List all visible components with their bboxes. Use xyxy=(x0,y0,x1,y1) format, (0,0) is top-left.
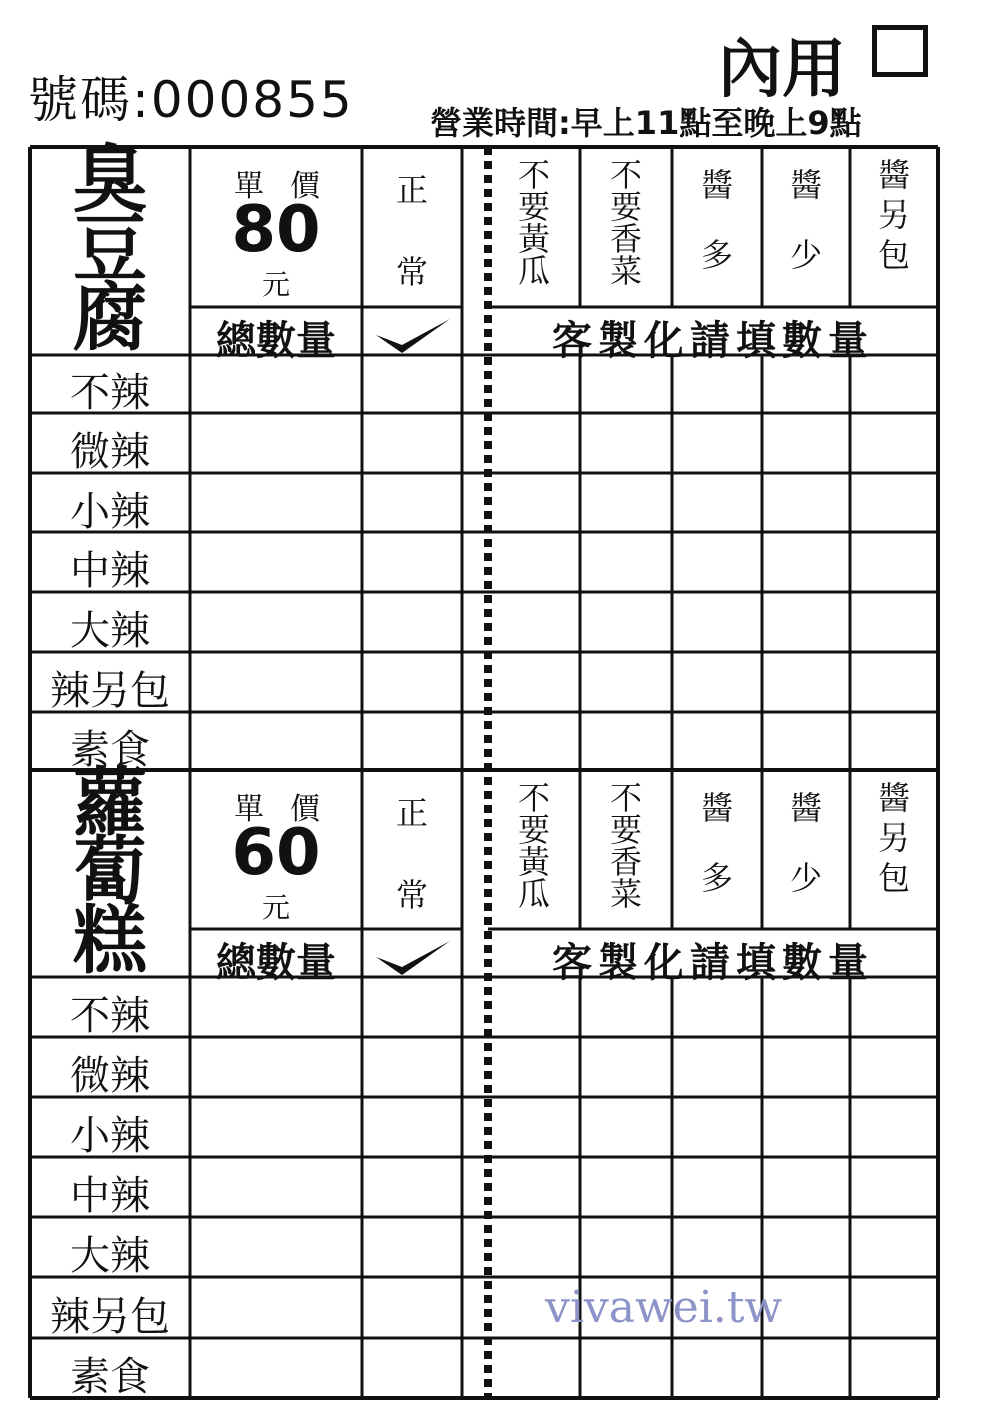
unit-price-currency: 元 xyxy=(261,268,290,301)
unit-price-value: 80 xyxy=(231,193,321,267)
option-header-char: 另 xyxy=(877,819,910,857)
item-name-char: 蔔 xyxy=(73,828,147,915)
dine-in-label: 內用 xyxy=(718,33,846,107)
order-number: 號碼:000855 xyxy=(28,71,354,129)
unit-price-label: 單價 xyxy=(234,169,346,204)
unit-price-value: 60 xyxy=(231,816,321,890)
option-header-char: 多 xyxy=(700,859,733,897)
checkmark-icon xyxy=(376,319,450,353)
option-header-char: 瓜 xyxy=(517,252,550,290)
option-header-char: 醬 xyxy=(877,156,910,194)
item-name-char: 臭 xyxy=(73,136,147,223)
option-header-char: 另 xyxy=(877,196,910,234)
option-header-char: 醬 xyxy=(877,779,910,817)
option-header-char: 醬 xyxy=(789,166,822,204)
option-header-char: 醬 xyxy=(700,789,733,827)
watermark: vivawei.tw xyxy=(545,1282,783,1333)
spice-level-label: 不辣 xyxy=(70,370,150,416)
checkmark-icon xyxy=(376,941,450,975)
spice-level-label: 不辣 xyxy=(70,993,150,1039)
option-header-char: 菜 xyxy=(609,252,642,290)
item-name-char: 蘿 xyxy=(73,759,147,846)
option-header-char: 包 xyxy=(877,236,910,274)
option-header-char: 包 xyxy=(877,859,910,897)
option-header-char: 不 xyxy=(517,156,550,194)
normal-label: 正 xyxy=(395,794,428,832)
spice-level-label: 辣另包 xyxy=(50,668,170,714)
option-header-char: 黃 xyxy=(517,843,550,881)
option-header-char: 要 xyxy=(517,811,550,849)
option-header-char: 香 xyxy=(609,220,642,258)
option-header-char: 香 xyxy=(609,843,642,881)
business-hours: 營業時間:早上11點至晚上9點 xyxy=(430,104,862,142)
spice-level-label: 大辣 xyxy=(70,1233,150,1279)
option-header-char: 要 xyxy=(609,188,642,226)
unit-price-currency: 元 xyxy=(261,891,290,924)
spice-level-label: 小辣 xyxy=(70,488,150,535)
option-header-char: 醬 xyxy=(700,166,733,204)
option-header-char: 少 xyxy=(789,859,822,897)
custom-quantity-banner: 客製化請填數量 xyxy=(552,317,874,364)
option-header-char: 黃 xyxy=(517,220,550,258)
total-quantity-label: 總數量 xyxy=(216,317,336,364)
total-quantity-label: 總數量 xyxy=(216,939,336,986)
item-name-char: 腐 xyxy=(73,275,147,362)
item-name-char: 豆 xyxy=(73,206,147,292)
option-header-char: 不 xyxy=(609,156,642,194)
option-header-char: 要 xyxy=(609,811,642,849)
normal-label: 常 xyxy=(395,253,428,291)
spice-level-label: 小辣 xyxy=(70,1113,150,1159)
spice-level-label: 微辣 xyxy=(70,1053,150,1099)
spice-level-label: 素食 xyxy=(70,727,150,773)
option-header-char: 不 xyxy=(517,779,550,817)
normal-label: 常 xyxy=(395,876,428,914)
spice-level-label: 中辣 xyxy=(70,548,150,594)
option-header-char: 多 xyxy=(700,236,733,274)
option-header-char: 不 xyxy=(609,779,642,817)
spice-level-label: 中辣 xyxy=(70,1173,150,1219)
unit-price-label: 單價 xyxy=(234,792,346,827)
spice-level-label: 素食 xyxy=(70,1354,150,1400)
custom-quantity-banner: 客製化請填數量 xyxy=(552,939,874,986)
spice-level-label: 辣另包 xyxy=(50,1293,170,1340)
spice-level-label: 大辣 xyxy=(70,608,150,654)
option-header-char: 醬 xyxy=(789,789,822,827)
normal-label: 正 xyxy=(395,171,428,209)
spice-level-label: 微辣 xyxy=(70,429,150,475)
option-header-char: 菜 xyxy=(609,875,642,913)
item-name-char: 糕 xyxy=(73,897,147,984)
option-header-char: 瓜 xyxy=(517,875,550,913)
option-header-char: 少 xyxy=(789,236,822,274)
option-header-char: 要 xyxy=(517,188,550,226)
